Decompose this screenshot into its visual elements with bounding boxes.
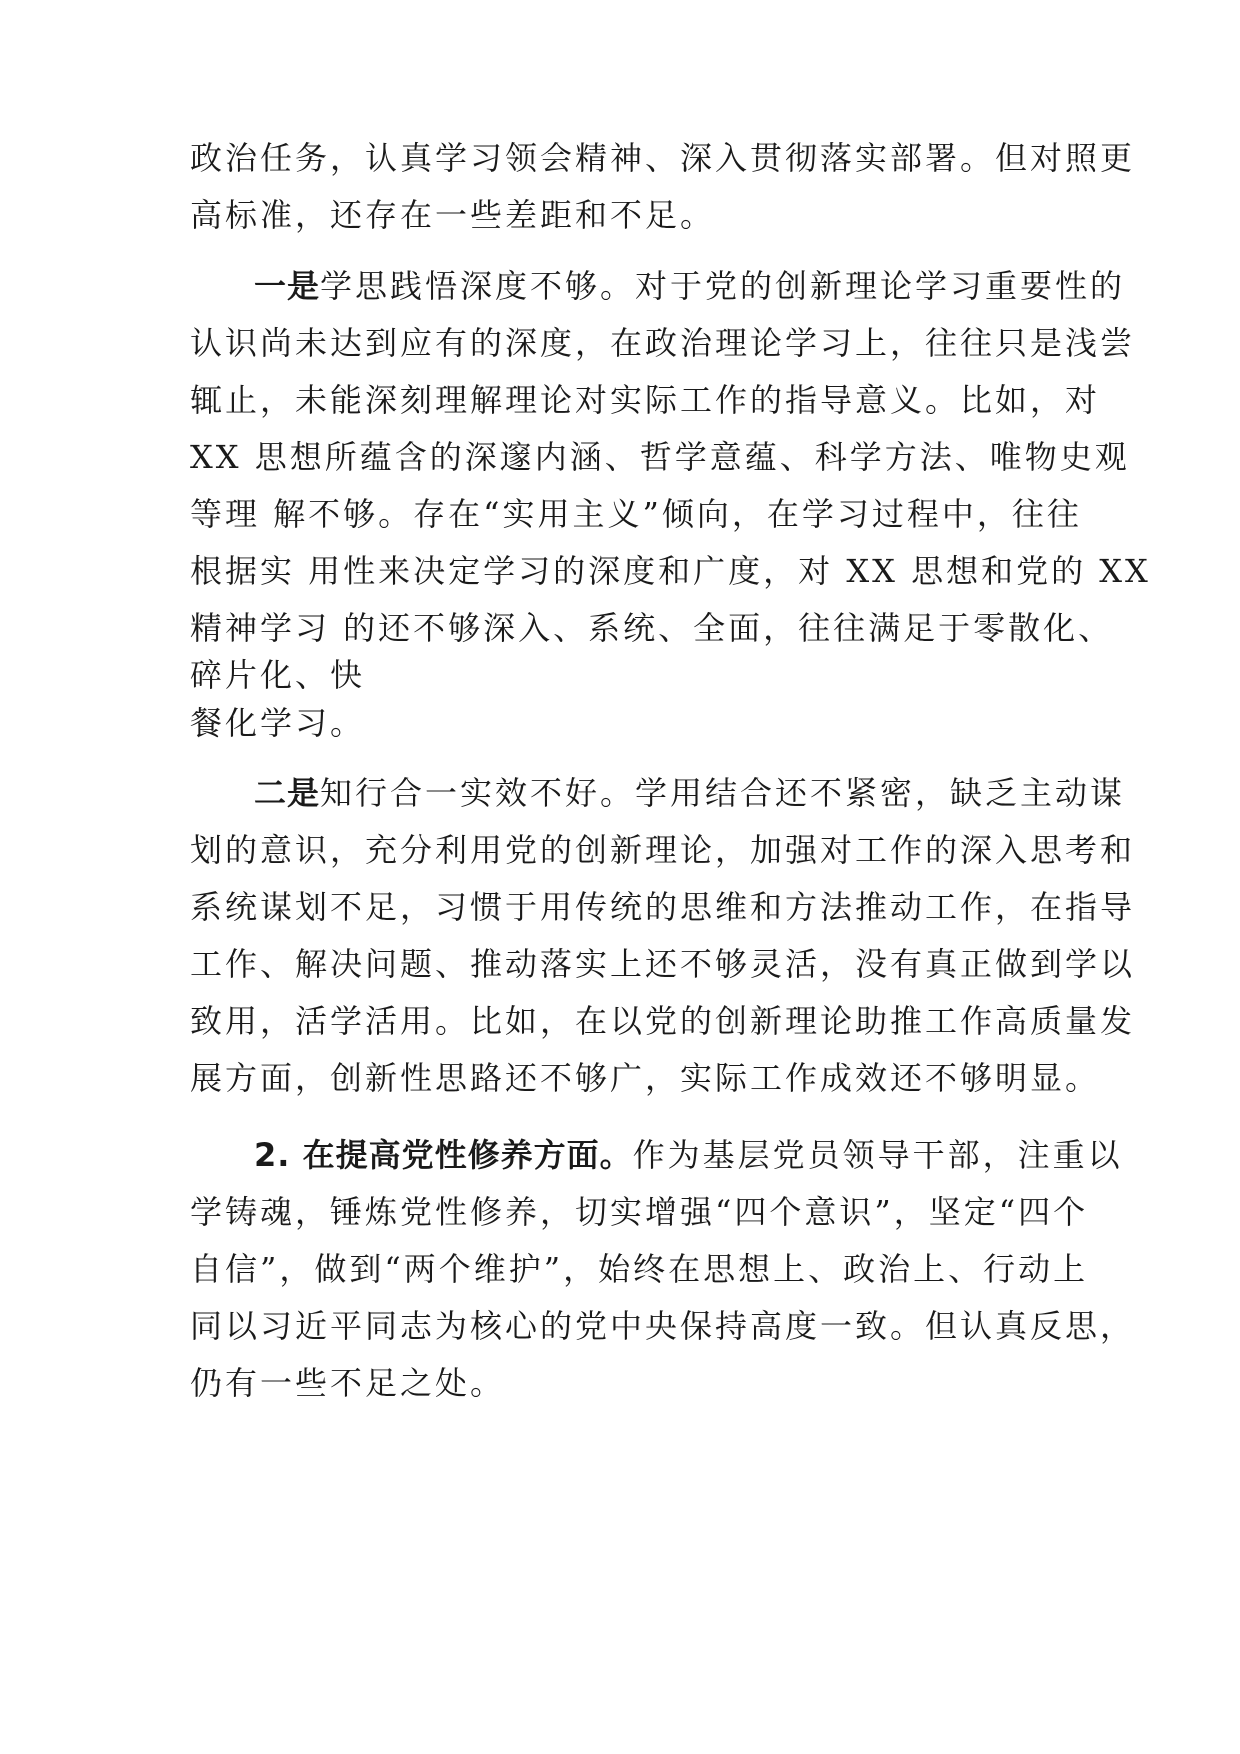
text-line: 划的意识，充分利用党的创新理论，加强对工作的深入思考和	[190, 831, 1136, 869]
text-line: 根据实 用性来决定学习的深度和广度，对 XX 思想和党的 XX	[190, 552, 1151, 590]
text-line: 餐化学习。	[190, 704, 366, 742]
paragraph-party-cultivation	[190, 1127, 1136, 1412]
text-line-first	[190, 258, 1126, 315]
paragraph-lead: 一是	[254, 267, 321, 305]
text-line: 精神学习 的还不够深入、系统、全面，往往满足于零散化、	[190, 609, 1114, 647]
text-line: 系统谋划不足，习惯于用传统的思维和方法推动工作，在指导	[190, 888, 1136, 926]
text-line: 学思践悟深度不够。对于党的创新理论学习重要性的	[320, 267, 1126, 305]
text-line: 高标准，还存在一些差距和不足。	[190, 196, 716, 234]
text-line: 等理 解不够。存在“实用主义”倾向，在学习过程中，往往	[190, 495, 1082, 533]
text-line: 政治任务，认真学习领会精神、深入贯彻落实部署。但对照更	[190, 139, 1136, 177]
text-line: 认识尚未达到应有的深度，在政治理论学习上，往往只是浅尝	[190, 324, 1136, 362]
document-body	[190, 130, 1151, 1412]
paragraph-study-depth	[190, 258, 1151, 742]
text-line: 碎片化、快	[190, 656, 366, 694]
text-line-first	[190, 765, 1126, 822]
section-heading: 2. 在提高党性修养方面。	[254, 1136, 633, 1174]
paragraph-continuation	[190, 130, 1136, 244]
text-line: 知行合一实效不好。学用结合还不紧密，缺乏主动谋	[320, 774, 1126, 812]
text-line: 自信”，做到“两个维护”，始终在思想上、政治上、行动上	[190, 1250, 1089, 1288]
text-line: 致用，活学活用。比如，在以党的创新理论助推工作高质量发	[190, 1002, 1136, 1040]
text-line: 展方面，创新性思路还不够广，实际工作成效还不够明显。	[190, 1059, 1101, 1097]
text-line: 仍有一些不足之处。	[190, 1364, 506, 1402]
text-line: 辄止，未能深刻理解理论对实际工作的指导意义。比如，对	[190, 381, 1101, 419]
text-line: 学铸魂，锤炼党性修养，切实增强“四个意识”，坚定“四个	[190, 1193, 1089, 1231]
paragraph-practice	[190, 765, 1136, 1107]
paragraph-lead: 二是	[254, 774, 321, 812]
text-line: 工作、解决问题、推动落实上还不够灵活，没有真正做到学以	[190, 945, 1136, 983]
text-line-first	[190, 1127, 1123, 1184]
text-line: 作为基层党员领导干部，注重以	[632, 1136, 1123, 1174]
text-line: 同以习近平同志为核心的党中央保持高度一致。但认真反思，	[190, 1307, 1136, 1345]
text-line: XX 思想所蕴含的深邃内涵、哲学意蕴、科学方法、唯物史观	[190, 438, 1130, 476]
